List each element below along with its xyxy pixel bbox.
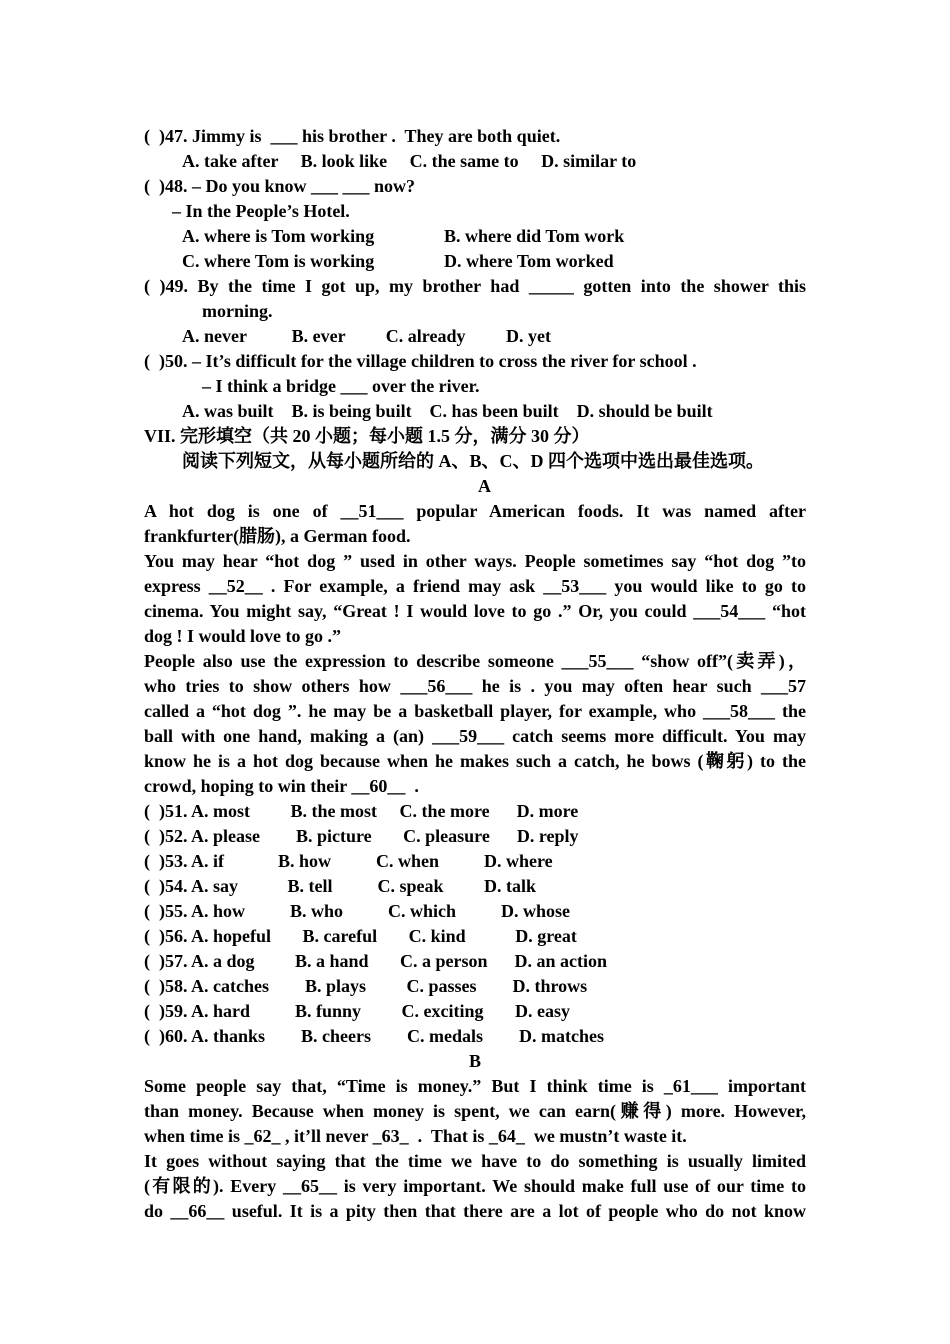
- option-row-56: ( )56. A. hopeful B. careful C. kind D. great: [144, 926, 577, 946]
- option-row-58: ( )58. A. catches B. plays C. passes D. throws: [144, 976, 588, 996]
- question-49-stem: ( )49. By the time I got up, my brother had _____ gotten into the shower this: [144, 276, 806, 296]
- passage-a-line: dog ! I would love to go .”: [144, 626, 342, 646]
- option-row-59: ( )59. A. hard B. funny C. exciting D. easy: [144, 1001, 571, 1021]
- passage-a-line: express __52__ . For example, a friend may ask __53___ you would like to go to: [144, 576, 806, 596]
- question-48-option-a: A. where is Tom working: [182, 226, 375, 246]
- passage-b-line: It goes without saying that the time we have to do something is usually limited: [144, 1151, 806, 1171]
- option-row-57: ( )57. A. a dog B. a hand C. a person D. an action: [144, 951, 608, 971]
- question-49-stem-continued: morning.: [202, 301, 273, 321]
- question-50-stem: ( )50. – It’s difficult for the village children to cross the river for school .: [144, 351, 697, 371]
- passage-a-line: called a “hot dog ”. he may be a basketball player, for example, who ___58___ the: [144, 701, 806, 721]
- question-50-options: A. was built B. is being built C. has been built D. should be built: [182, 401, 713, 421]
- passage-a-line: know he is a hot dog because when he makes such a catch, he bows (鞠躬) to the: [144, 751, 806, 771]
- question-47-options: A. take after B. look like C. the same to D. similar to: [182, 151, 637, 171]
- section-heading: VII. 完形填空（共 20 小题；每小题 1.5 分，满分 30 分）: [144, 426, 590, 446]
- section-instruction: 阅读下列短文，从每小题所给的 A、B、C、D 四个选项中选出最佳选项。: [182, 451, 764, 471]
- question-48-answer-line: – In the People’s Hotel.: [172, 201, 350, 221]
- passage-b-line: when time is _62_ , it’ll never _63_ . That is _64_ we mustn’t waste it.: [144, 1126, 687, 1146]
- passage-b-line: than money. Because when money is spent, we can earn(赚得) more. However,: [144, 1101, 806, 1121]
- question-48-stem: ( )48. – Do you know ___ ___ now?: [144, 176, 416, 196]
- option-row-52: ( )52. A. please B. picture C. pleasure D. reply: [144, 826, 579, 846]
- passage-a-line: cinema. You might say, “Great ! I would love to go .” Or, you could ___54___ “hot: [144, 601, 806, 621]
- passage-b-label: B: [469, 1051, 482, 1071]
- passage-a-line: who tries to show others how ___56___ he is . you may often hear such ___57: [144, 676, 806, 696]
- passage-a-line: crowd, hoping to win their __60__ .: [144, 776, 419, 796]
- question-48-option-b: B. where did Tom work: [444, 226, 625, 246]
- passage-b-line: do __66__ useful. It is a pity then that there are a lot of people who do not know: [144, 1201, 806, 1221]
- option-row-53: ( )53. A. if B. how C. when D. where: [144, 851, 553, 871]
- passage-b-line: Some people say that, “Time is money.” But I think time is _61___ important: [144, 1076, 806, 1096]
- option-row-55: ( )55. A. how B. who C. which D. whose: [144, 901, 571, 921]
- question-48-option-d: D. where Tom worked: [444, 251, 614, 271]
- question-47-stem: ( )47. Jimmy is ___ his brother . They are both quiet.: [144, 126, 561, 146]
- option-row-60: ( )60. A. thanks B. cheers C. medals D. matches: [144, 1026, 604, 1046]
- passage-b-line: (有限的). Every __65__ is very important. We should make full use of our time to: [144, 1176, 806, 1196]
- passage-a-line: You may hear “hot dog ” used in other ways. People sometimes say “hot dog ”to: [144, 551, 806, 571]
- question-48-option-c: C. where Tom is working: [182, 251, 375, 271]
- passage-a-line: People also use the expression to describe someone ___55___ “show off”(卖弄)，: [144, 651, 806, 671]
- passage-a-line: ball with one hand, making a (an) ___59___ catch seems more difficult. You may: [144, 726, 806, 746]
- passage-a-label: A: [478, 476, 491, 496]
- passage-a-line: frankfurter(腊肠), a German food.: [144, 526, 411, 546]
- option-row-51: ( )51. A. most B. the most C. the more D. more: [144, 801, 579, 821]
- option-row-54: ( )54. A. say B. tell C. speak D. talk: [144, 876, 537, 896]
- passage-a-line: A hot dog is one of __51___ popular American foods. It was named after: [144, 501, 806, 521]
- question-49-options: A. never B. ever C. already D. yet: [182, 326, 551, 346]
- question-50-answer-line: – I think a bridge ___ over the river.: [202, 376, 480, 396]
